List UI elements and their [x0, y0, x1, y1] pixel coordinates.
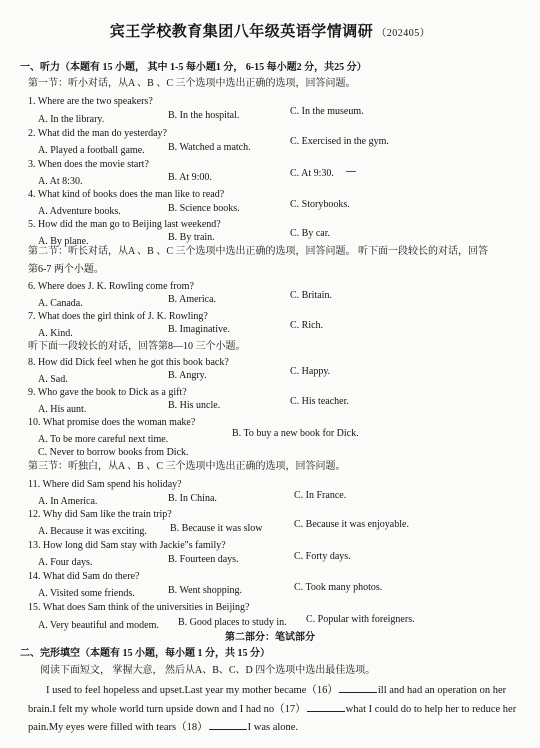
cloze-text-1a: I used to feel hopeless and upset.Last year my mother became（16）: [46, 685, 338, 696]
cloze-text-3a: pain.My eyes were filled with tears（18）: [28, 722, 208, 733]
exam-code: （202405）: [376, 28, 431, 39]
q5-option-a: A. By plane.: [38, 236, 89, 247]
question-4: 4. What kind of books does the man like to read?: [28, 189, 225, 200]
question-14: 14. What did Sam do there?: [28, 571, 140, 582]
section2-instruction-cont: 第6-7 两个小题。: [28, 264, 104, 275]
blank-17: [307, 702, 345, 712]
q3-option-b: B. At 9:00.: [168, 172, 212, 183]
q5-option-c: C. By car.: [290, 228, 330, 239]
question-5: 5. How did the man go to Beijing last weekend?: [28, 219, 221, 230]
q11-option-c: C. In France.: [294, 490, 347, 501]
q2-option-c: C. Exercised in the gym.: [290, 136, 389, 147]
question-3: 3. When does the movie start?: [28, 159, 149, 170]
q14-option-c: C. Took many photos.: [294, 582, 383, 593]
q7-option-a: A. Kind.: [38, 328, 73, 339]
q11-option-a: A. In America.: [38, 496, 98, 507]
q2-option-b: B. Watched a match.: [168, 142, 251, 153]
q10-option-b: B. To buy a new book for Dick.: [232, 428, 359, 439]
q8-option-b: B. Angry.: [168, 370, 207, 381]
q15-option-a: A. Very beautiful and modem.: [38, 620, 159, 631]
cloze-heading: 二、完形填空（本题有 15 小题，每小题 1 分，共 15 分）: [20, 648, 270, 659]
q10-option-a: A. To be more careful next time.: [38, 434, 169, 445]
q6-option-b: B. America.: [168, 294, 217, 305]
stray-mark: [346, 171, 356, 172]
exam-title: [0, 20, 540, 41]
q7-option-b: B. Imaginative.: [168, 324, 230, 335]
listening-heading: 一、听力（本题有 15 小题， 其中 1-5 每小题1 分， 6-15 每小题2 分，共25 分）: [20, 62, 367, 73]
cloze-text-3b: I was alone.: [247, 722, 299, 733]
cloze-text-1b: ill and had an operation on her: [377, 685, 507, 696]
section3-instruction: 第三节：听独白，从A 、B 、C 三个选项中选出正确的选项，回答问题。: [28, 461, 346, 472]
q15-option-c: C. Popular with foreigners.: [306, 614, 415, 625]
q3-option-a: A. At 8:30.: [38, 176, 83, 187]
question-10: 10. What promise does the woman make?: [28, 417, 196, 428]
question-6: 6. Where does J. K. Rowling come from?: [28, 281, 194, 292]
title-text: 宾王学校教育集团八年级英语学情调研: [109, 24, 374, 40]
q9-option-b: B. His uncle.: [168, 400, 221, 411]
q4-option-b: B. Science books.: [168, 203, 240, 214]
question-1: 1. Where are the two speakers?: [28, 96, 153, 107]
section2-instruction: 第二节：听长对话，从A 、B 、C 三个选项中选出正确的选项，回答问题。 听下面一段较长的对话，回答: [28, 246, 489, 257]
q12-option-b: B. Because it was slow: [170, 523, 263, 534]
q9-option-a: A. His aunt.: [38, 404, 87, 415]
question-12: 12. Why did Sam like the train trip?: [28, 509, 172, 520]
cloze-text-2b: what I could do to help her to reduce her: [345, 704, 517, 715]
q15-option-b: B. Good places to study in.: [178, 617, 287, 628]
question-13: 13. How long did Sam stay with Jackie"s family?: [28, 540, 226, 551]
question-9: 9. Who gave the book to Dick as a gift?: [28, 387, 187, 398]
cloze-text-2a: brain.I felt my whole world turn upside down and I had no（17）: [28, 704, 306, 715]
q13-option-b: B. Fourteen days.: [168, 554, 239, 565]
q4-option-c: C. Storybooks.: [290, 199, 350, 210]
question-11: 11. Where did Sam spend his holiday?: [28, 479, 182, 490]
q6-option-a: A. Canada.: [38, 298, 83, 309]
q13-option-c: C. Forty days.: [294, 551, 351, 562]
q14-option-b: B. Went shopping.: [168, 585, 243, 596]
q8-option-c: C. Happy.: [290, 366, 331, 377]
question-8: 8. How did Dick feel when he got this book back?: [28, 357, 229, 368]
question-2: 2. What did the man do yesterday?: [28, 128, 167, 139]
cloze-paragraph-line-1: [46, 683, 506, 697]
question-15: 15. What does Sam think of the universities in Beijing?: [28, 602, 250, 613]
cloze-paragraph-line-3: [28, 720, 298, 734]
q12-option-a: A. Because it was exciting.: [38, 526, 147, 537]
q10-option-c: C. Never to borrow books from Dick.: [38, 447, 189, 458]
question-7: 7. What does the girl think of J. K. Rowling?: [28, 311, 208, 322]
q1-option-c: C. In the museum.: [290, 106, 364, 117]
cloze-paragraph-line-2: [28, 702, 516, 716]
blank-18: [209, 720, 247, 730]
q7-option-c: C. Rich.: [290, 320, 324, 331]
cloze-instruction: 阅读下面短文， 掌握大意， 然后从A、B、C、D 四个选项中选出最佳选项。: [40, 665, 376, 676]
intro-8-10: 听下面一段较长的对话，回答第8—10 三个小题。: [28, 341, 246, 352]
blank-16: [339, 683, 377, 693]
q9-option-c: C. His teacher.: [290, 396, 349, 407]
q5-option-b: B. By train.: [168, 232, 215, 243]
q1-option-a: A. In the library.: [38, 114, 105, 125]
q11-option-b: B. In China.: [168, 493, 217, 504]
written-part-heading: 第二部分：笔试部分: [225, 632, 315, 643]
q3-option-c: C. At 9:30.: [290, 168, 334, 179]
q14-option-a: A. Visited some friends.: [38, 588, 135, 599]
section1-instruction: 第一节：听小对话，从A 、B 、C 三个选项中选出正确的选项，回答问题。: [28, 78, 356, 89]
q4-option-a: A. Adventure books.: [38, 206, 121, 217]
q13-option-a: A. Four days.: [38, 557, 93, 568]
q2-option-a: A. Played a football game.: [38, 145, 145, 156]
q12-option-c: C. Because it was enjoyable.: [294, 519, 409, 530]
q6-option-c: C. Britain.: [290, 290, 332, 301]
q1-option-b: B. In the hospital.: [168, 110, 240, 121]
q8-option-a: A. Sad.: [38, 374, 68, 385]
